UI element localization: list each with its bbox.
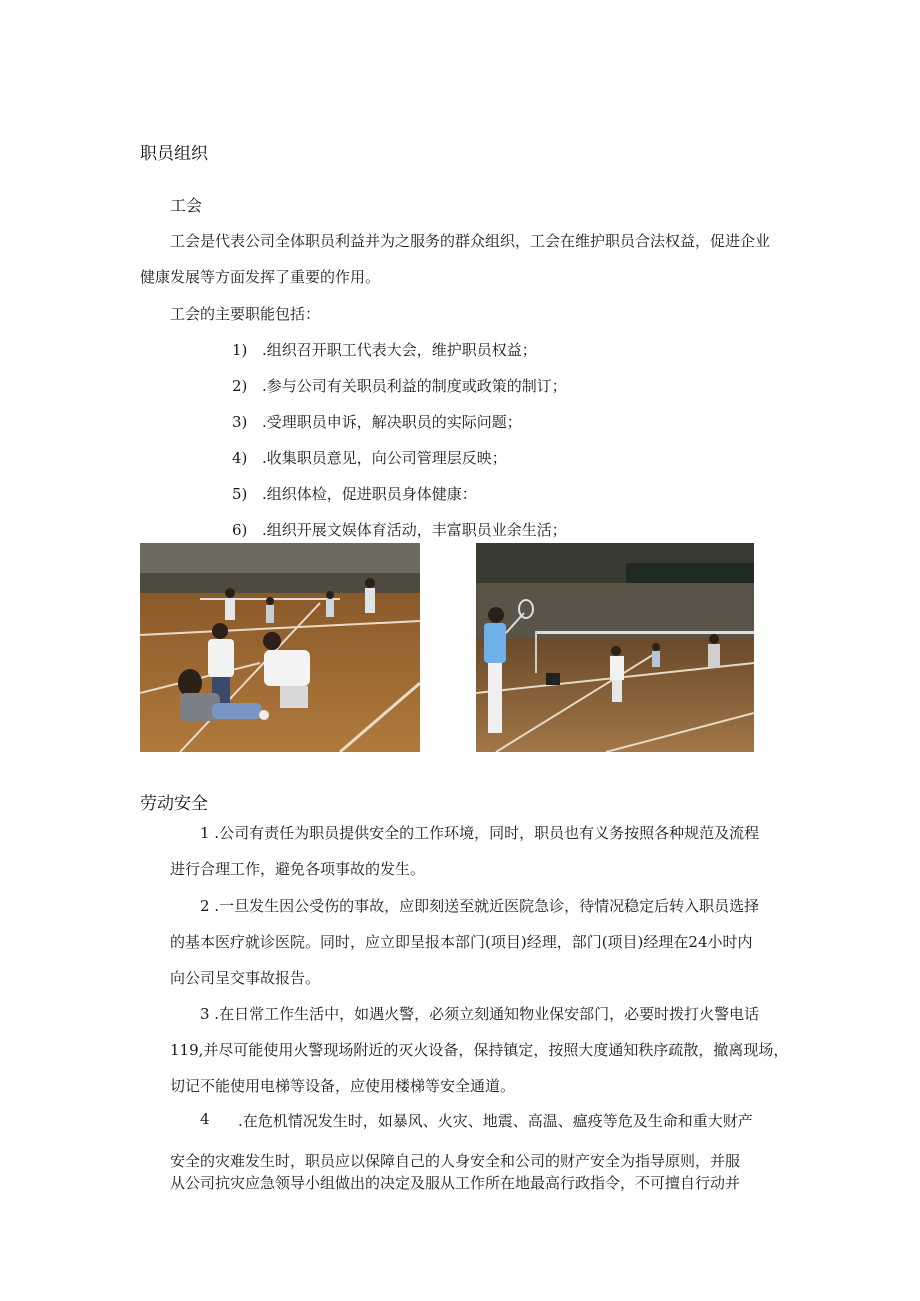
list-text: .组织开展文娱体育活动，丰富职员业余生活；: [262, 521, 567, 539]
union-paragraph-line-2: 健康发展等方面发挥了重要的作用。: [140, 268, 381, 286]
safety-item-2-line-3: 向公司呈交事故报告。: [170, 969, 321, 987]
list-number: 3): [232, 413, 248, 431]
safety-item-4-number: 4: [200, 1110, 210, 1128]
list-number: 4): [232, 449, 248, 467]
list-text: .受理职员申诉，解决职员的实际问题；: [262, 413, 522, 431]
union-paragraph-line-1: 工会是代表公司全体职员利益并为之服务的群众组织，工会在维护职员合法权益，促进企业: [170, 232, 771, 250]
list-item: [232, 411, 522, 432]
safety-item-4-line-3: 从公司抗灾应急领导小组做出的决定及服从工作所在地最高行政指令，不可擅自行动并: [170, 1174, 741, 1192]
list-item: [232, 375, 567, 396]
safety-item-4-line-1: .在危机情况发生时，如暴风、火灾、地震、高温、瘟疫等危及生命和重大财产: [238, 1112, 753, 1130]
section-title-labor-safety: 劳动安全: [140, 794, 208, 814]
list-text: .组织体检，促进职员身体健康：: [262, 485, 477, 503]
list-item: [232, 339, 537, 360]
union-functions-intro: 工会的主要职能包括：: [170, 305, 321, 323]
safety-item-1-line-2: 进行合理工作，避免各项事故的发生。: [170, 860, 426, 878]
badminton-first-aid-photo: [140, 543, 420, 752]
list-item: [232, 483, 477, 504]
badminton-game-photo: [476, 543, 754, 752]
list-number: 2): [232, 377, 248, 395]
list-text: .参与公司有关职员利益的制度或政策的制订；: [262, 377, 567, 395]
list-number: 5): [232, 485, 248, 503]
safety-item-3-line-1: 3 .在日常工作生活中，如遇火警，必须立刻通知物业保安部门，必要时拨打火警电话: [200, 1005, 760, 1023]
list-item: [232, 519, 567, 540]
list-item: [232, 447, 507, 468]
subsection-title-union: 工会: [170, 196, 203, 215]
safety-item-4-line-2: 安全的灾难发生时，职员应以保障自己的人身安全和公司的财产安全为指导原则，并服: [170, 1152, 741, 1170]
safety-item-3-line-2: 119,并尽可能使用火警现场附近的灭火设备，保持镇定，按照大度通知秩序疏散，撤离现场，: [170, 1041, 789, 1059]
list-number: 6): [232, 521, 248, 539]
list-number: 1): [232, 341, 248, 359]
safety-item-3-line-3: 切记不能使用电梯等设备，应使用楼梯等安全通道。: [170, 1077, 516, 1095]
safety-item-1-line-1: 1 .公司有责任为职员提供安全的工作环境，同时，职员也有义务按照各种规范及流程: [200, 824, 760, 842]
safety-item-2-line-2: 的基本医疗就诊医院。同时，应立即呈报本部门(项目)经理，部门(项目)经理在24小时内: [170, 933, 753, 951]
section-title-staff-organization: 职员组织: [140, 144, 208, 164]
list-text: .组织召开职工代表大会，维护职员权益；: [262, 341, 537, 359]
safety-item-2-line-1: 2 .一旦发生因公受伤的事故，应即刻送至就近医院急诊，待情况稳定后转入职员选择: [200, 897, 760, 915]
list-text: .收集职员意见，向公司管理层反映；: [262, 449, 507, 467]
